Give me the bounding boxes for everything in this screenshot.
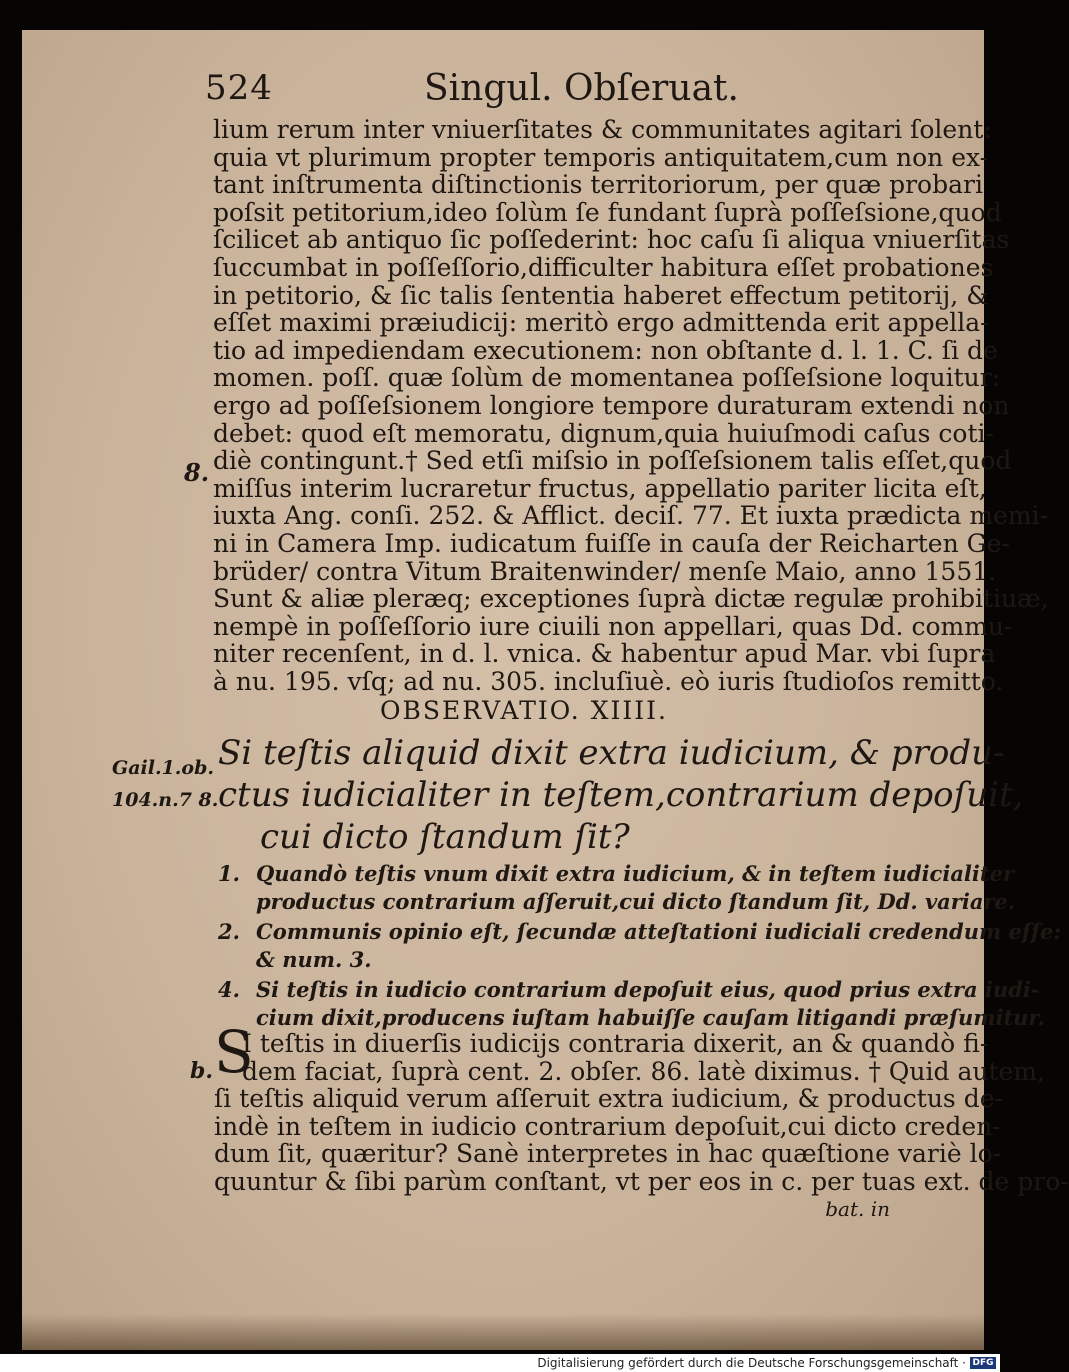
text-line: ni in Camera Imp. iudicatum fuiſſe in cauſa der Reicharten Ge-	[213, 528, 1010, 558]
summary-number: 1.	[218, 861, 240, 886]
summary-line: & num. 3.	[256, 947, 372, 972]
text-line: in petitorio, & ſic talis ſententia haberet effectum petitorij, &	[213, 280, 989, 310]
summary-line: productus contrarium aſſeruit,cui dicto ſtandum ſit, Dd. variare.	[256, 889, 1016, 914]
text-line: ergo ad poſſeſsionem longiore tempore duraturam extendi non	[213, 390, 1010, 420]
running-title: Singul. Obſeruat.	[424, 68, 739, 109]
summary-number: 4.	[218, 977, 240, 1002]
question-line: Si teſtis aliquid dixit extra iudicium, & produ-	[218, 733, 1005, 773]
citation-line: 104.n.7 8.	[112, 789, 219, 811]
summary-line: Quandò teſtis vnum dixit extra iudicium, & in teſtem iudicialiter	[256, 861, 1014, 886]
question-line: ctus iudicialiter in teſtem,contrarium depoſuit,	[218, 775, 1024, 815]
text-line: ſcilicet ab antiquo ſic poſſederint: hoc caſu ſi aliqua vniuerſitas	[213, 225, 1010, 255]
summary-number: 2.	[218, 919, 240, 944]
observation-heading: OBSERVATIO. XIIII.	[380, 696, 668, 725]
text-line: ſuccumbat in poſſeſſorio,difficulter habitura eſſet probationes	[213, 252, 994, 282]
dfg-logo: DFG	[970, 1357, 996, 1369]
text-line: quuntur & ſibi parùm conſtant, vt per eos in c. per tuas ext. de pro-	[214, 1166, 1069, 1196]
text-line: nempè in poſſeſſorio iure ciuili non appellari, quas Dd. commu-	[213, 611, 1013, 641]
text-line: diè contingunt.† Sed etſi miſsio in poſſeſsionem talis eſſet,quod	[213, 446, 1012, 476]
running-head	[0, 68, 1000, 114]
footer-bar	[0, 1354, 1000, 1372]
funding-notice: Digitalisierung gefördert durch die Deutsche Forschungsgemeinschaft ·	[537, 1356, 966, 1370]
summary-line: Communis opinio eſt, ſecundæ atteſtationi iudiciali credendum eſſe:	[256, 919, 1062, 944]
text-line: dum ſit, quæritur? Sanè interpretes in hac quæſtione variè lo-	[214, 1139, 1002, 1169]
margin-note-8: 8.	[184, 458, 210, 487]
text-line: I teſtis in diuerſis iudicijs contraria dixerit, an & quandò fi-	[242, 1029, 989, 1058]
text-line: momen. poſſ. quæ ſolùm de momentanea poſſeſsione loquitur:	[213, 363, 1001, 393]
text-line: à nu. 195. vſq; ad nu. 305. incluſiuè. eò iuris ſtudioſos remitto.	[213, 666, 1004, 696]
text-line: bat. in	[825, 1196, 890, 1221]
summary-item-2	[218, 918, 1061, 974]
margin-citation	[112, 752, 218, 816]
text-line: Sunt & aliæ pleræq; exceptiones ſuprà dictæ regulæ prohibitiuæ,	[213, 584, 1049, 614]
text-line: quia vt plurimum propter temporis antiquitatem,cum non ex-	[213, 142, 989, 172]
text-line: lium rerum inter vniuerſitates & communitates agitari ſolent:	[213, 115, 992, 144]
text-line: poſsit petitorium,ideo ſolùm ſe fundant ſuprà poſſeſsione,quod	[213, 197, 1002, 227]
text-line: tant inſtrumenta diſtinctionis territoriorum, per quæ probari	[213, 170, 983, 200]
summary-item-1	[218, 860, 1015, 916]
summary-item-3	[218, 976, 1045, 1032]
question-title	[218, 732, 1023, 858]
drop-cap: S	[214, 1018, 254, 1086]
body-paragraph-1	[213, 115, 1049, 696]
text-line: eſſet maximi præiudicij: meritò ergo admittenda erit appella-	[213, 308, 989, 338]
summary-line: cium dixit,producens iuſtam habuiſſe cauſam litigandi præſumitur.	[256, 1005, 1045, 1030]
text-line: iuxta Ang. conſi. 252. & Afflict. deciſ. 77. Et iuxta prædicta memi-	[213, 501, 1048, 531]
text-line: debet: quod eſt memoratu, dignum,quia huiuſmodi caſus coti-	[213, 418, 994, 448]
text-line: tio ad impediendam executionem: non obſtante d. l. 1. C. ſi de	[213, 335, 998, 365]
question-line: cui dicto ſtandum ſit?	[260, 817, 630, 857]
summary-line: Si teſtis in iudicio contrarium depoſuit eius, quod prius extra iudi-	[256, 977, 1040, 1002]
page-number: 524	[205, 68, 273, 108]
text-line: dem faciat, ſuprà cent. 2. obſer. 86. latè diximus. † Quid autem,	[242, 1056, 1045, 1086]
text-line: indè in teſtem in iudicio contrarium depoſuit,cui dicto creden-	[214, 1111, 1001, 1141]
text-line: ſi teſtis aliquid verum aſſeruit extra iudicium, & productus de-	[214, 1084, 1003, 1114]
text-line: miſſus interim lucraretur fructus, appellatio pariter licita eſt,	[213, 473, 987, 503]
text-line: brüder/ contra Vitum Braitenwinder/ menſe Maio, anno 1551.	[213, 556, 997, 586]
citation-line: Gail.1.ob.	[112, 757, 214, 779]
body-paragraph-2	[214, 1029, 1069, 1223]
margin-note-b: b.	[190, 1058, 214, 1084]
text-line: niter recenſent, in d. l. vnica. & habentur apud Mar. vbi ſupra	[213, 639, 996, 669]
